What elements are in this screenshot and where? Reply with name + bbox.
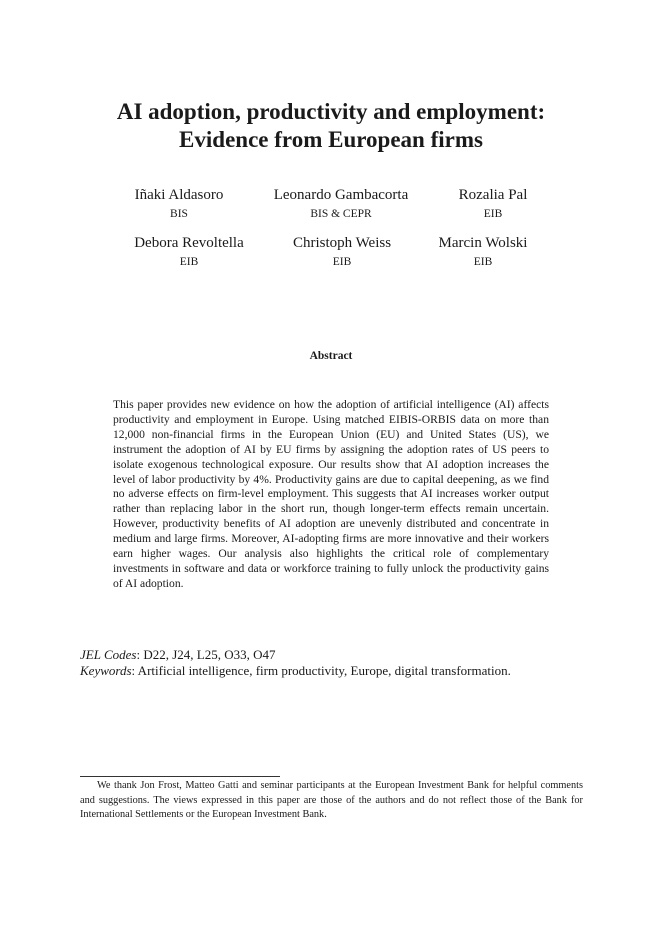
author-block [403,186,583,221]
author-block [89,186,269,221]
keywords [80,663,580,679]
author-name: Debora Revoltella [134,235,244,251]
author-affiliation: BIS [170,208,188,220]
title-line-2: Evidence from European firms [179,127,483,152]
author-affiliation: EIB [179,256,199,268]
paper-title [0,98,662,154]
abstract-text: This paper provides new evidence on how the adoption of artificial intelligence (AI) affects productivity and employment in Europe. Using matched EIBIS-ORBIS data on more than 12,000 non-financial firms in the European Union (EU) and United States (US), we instrument the adoption of AI by EU firms by assigning the adoption rates of US peers to isolate exogenous technological exposure. Our results show that AI adoption increases the level of labor productivity by 4%. Productivity gains are due to capital deepening, as we find no adverse effects on firm-level employment. This suggests that AI increases worker output rather than replacing labor in the short run, though longer-term effects remain uncertain. However, productivity benefits of AI adoption are unevenly distributed and concentrate in medium and large firms. Moreover, AI-adopting firms are more innovative and their workers earn higher wages. Our analysis also highlights the critical role of complementary investments in software and data or workforce training to fully unlock the productivity gains of AI adoption. [113,398,549,590]
author-name: Marcin Wolski [438,235,528,251]
jel-codes-label: JEL Codes [80,647,137,662]
title-line-1: AI adoption, productivity and employment: [116,99,546,124]
author-name: Leonardo Gambacorta [273,187,409,203]
author-affiliation: EIB [483,208,503,220]
jel-codes-value: : D22, J24, L25, O33, O47 [136,647,276,662]
author-name: Iñaki Aldasoro [134,187,224,203]
keywords-value: : Artificial intelligence, firm productivity, Europe, digital transformation. [131,663,511,678]
author-affiliation: BIS & CEPR [310,208,372,220]
footnote: We thank Jon Frost, Matteo Gatti and seminar participants at the European Investment Bank for helpful comments and suggestions. The views expressed in this paper are those of the authors and do not reflect those of the Bank for International Settlements or the European Investment Bank. [80,780,583,820]
jel-codes [80,647,580,663]
author-affiliation: EIB [473,256,493,268]
author-affiliation: EIB [332,256,352,268]
author-name: Christoph Weiss [292,235,392,251]
abstract-heading: Abstract [309,350,353,362]
author-name: Rozalia Pal [458,187,528,203]
footnote-divider [80,776,280,777]
keywords-label: Keywords [80,663,132,678]
author-block [393,234,573,269]
